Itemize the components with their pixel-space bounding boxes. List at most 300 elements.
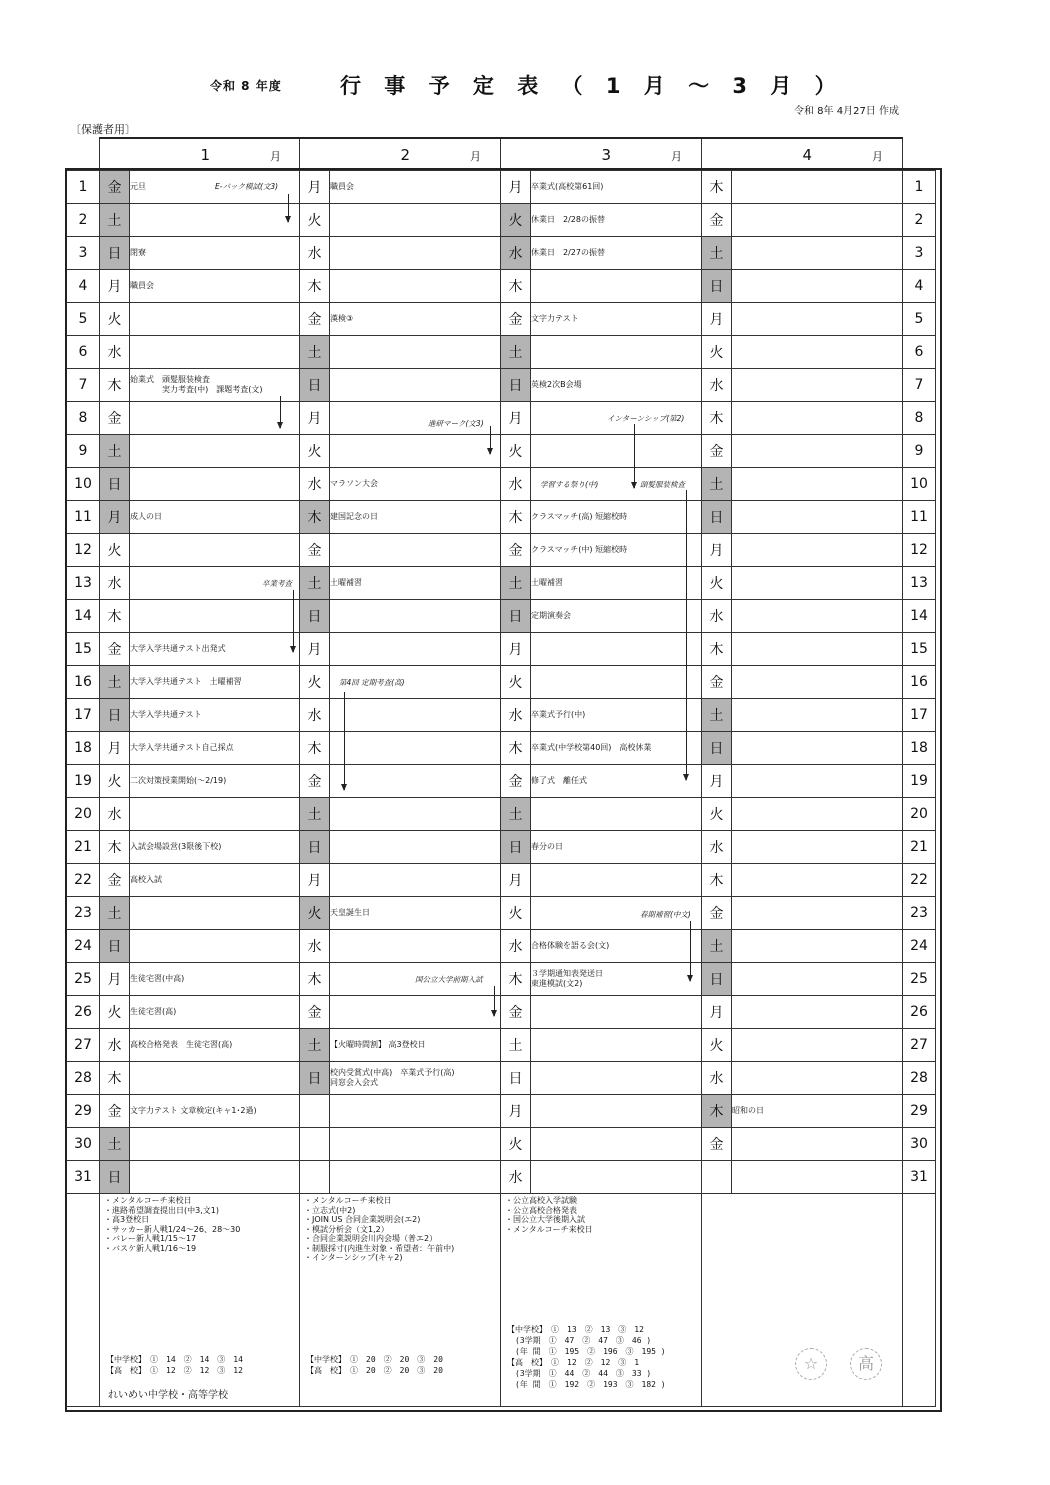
event-cell [732, 633, 903, 666]
weekday-cell: 月 [702, 534, 732, 567]
event-text: 二次対策授業開始(〜2/19) [130, 776, 227, 785]
weekday-cell: 水 [702, 1062, 732, 1095]
list-item: ・国公立大学後期入試 [505, 1215, 585, 1224]
month-unit: 月 [872, 149, 883, 163]
weekday-cell: 水 [100, 336, 130, 369]
list-item: ・サッカー新人戦1/24〜26、28〜30 [104, 1224, 241, 1234]
weekday-cell: 日 [501, 369, 531, 402]
event-cell [330, 468, 501, 501]
event-cell [531, 435, 702, 468]
event-cell [531, 1128, 702, 1161]
school-days-stats: 【中学校】 ① 13 ② 13 ③ 12 (3学期 ① 47 ② 47 ③ 46 ) (年 間 ① 195 ② 196 ③ 195 ) 【高 校】 ① 12 ② 12 ③ 1 (3学期 ① 44 ② 44 ③ 33 ) (年 間 ① 192 ② 193 ③ 182 ) [507, 1325, 666, 1389]
event-cell [330, 732, 501, 765]
school-name: れいめい中学校・高等学校 [108, 1389, 228, 1401]
month-number: 1 [200, 145, 210, 164]
event-cell [732, 567, 903, 600]
weekday-cell: 火 [300, 204, 330, 237]
weekday-cell: 木 [300, 732, 330, 765]
month-number: 3 [601, 145, 611, 164]
annotation: 頭髪服装検査 [640, 480, 685, 489]
event-text: 土曜補習 [330, 578, 362, 587]
weekday-cell: 木 [300, 963, 330, 996]
event-cell [732, 204, 903, 237]
weekday-cell: 金 [702, 897, 732, 930]
event-cell [531, 765, 702, 798]
weekday-cell: 金 [501, 996, 531, 1029]
weekday-cell: 火 [501, 1128, 531, 1161]
day-number: 6 [67, 336, 100, 369]
day-number: 22 [903, 864, 936, 897]
weekday-cell: 日 [702, 270, 732, 303]
event-text: 入試会場設営(3限後下校) [130, 842, 222, 851]
list-item: ・メンタルコーチ来校日 [104, 1196, 192, 1205]
event-text: ３学期通知表発送日 [531, 969, 603, 978]
weekday-cell: 日 [501, 1062, 531, 1095]
event-cell [130, 204, 300, 237]
fiscal-year: 令和 8 年度 [210, 79, 282, 93]
day-number: 7 [903, 369, 936, 402]
weekday-cell: 木 [300, 270, 330, 303]
header-corner [903, 138, 936, 171]
notes-spacer [903, 1194, 936, 1407]
annotation: 春期補習(中文) [640, 910, 691, 919]
weekday-cell: 月 [501, 1095, 531, 1128]
day-number: 8 [903, 402, 936, 435]
month-header [702, 138, 903, 171]
day-number: 3 [903, 237, 936, 270]
day-row [67, 633, 936, 666]
month-header [501, 138, 702, 171]
day-number: 27 [67, 1029, 100, 1062]
day-number: 27 [903, 1029, 936, 1062]
weekday-cell: 金 [300, 534, 330, 567]
day-row [67, 402, 936, 435]
day-number: 17 [67, 699, 100, 732]
weekday-cell: 土 [702, 237, 732, 270]
event-cell [732, 237, 903, 270]
day-row [67, 996, 936, 1029]
event-cell [130, 963, 300, 996]
event-cell [130, 369, 300, 402]
day-number: 30 [67, 1128, 100, 1161]
created-date: 令和 8年 4月27日 作成 [794, 106, 899, 117]
weekday-cell: 日 [702, 963, 732, 996]
event-cell [531, 930, 702, 963]
event-cell [130, 666, 300, 699]
day-number: 24 [903, 930, 936, 963]
day-number: 29 [903, 1095, 936, 1128]
list-item: ・公立高校合格発表 [505, 1205, 577, 1215]
day-row [67, 600, 936, 633]
day-row [67, 699, 936, 732]
event-cell [732, 1161, 903, 1194]
weekday-cell: 月 [702, 765, 732, 798]
weekday-cell [300, 1128, 330, 1161]
weekday-cell: 月 [100, 270, 130, 303]
weekday-cell: 水 [702, 600, 732, 633]
event-cell [732, 1062, 903, 1095]
month-unit: 月 [270, 149, 281, 163]
event-text: 元旦 [130, 182, 146, 191]
arrow-icon [490, 426, 491, 454]
weekday-cell: 木 [300, 501, 330, 534]
weekday-cell: 火 [100, 303, 130, 336]
weekday-cell [300, 1161, 330, 1194]
event-cell [732, 930, 903, 963]
annotation: インターンシップ(第2) [607, 414, 685, 423]
weekday-cell: 月 [100, 963, 130, 996]
weekday-cell: 木 [501, 963, 531, 996]
notes-list [505, 1196, 701, 1234]
weekday-cell: 土 [100, 1128, 130, 1161]
day-row [67, 303, 936, 336]
annotation: E-パック模試(文3) [215, 182, 279, 191]
weekday-cell: 木 [501, 270, 531, 303]
event-cell [531, 1095, 702, 1128]
day-row [67, 1095, 936, 1128]
event-cell [531, 963, 702, 996]
day-row [67, 930, 936, 963]
list-item: ・メンタルコーチ来校日 [505, 1224, 593, 1234]
weekday-cell: 水 [100, 798, 130, 831]
month-unit: 月 [470, 149, 481, 163]
weekday-cell: 金 [501, 303, 531, 336]
event-cell [531, 303, 702, 336]
annotation: 学習する祭り(中) [540, 480, 599, 489]
event-cell [330, 567, 501, 600]
event-text: 土曜補習 [531, 578, 563, 587]
event-cell [732, 765, 903, 798]
day-row [67, 1029, 936, 1062]
event-cell [130, 600, 300, 633]
notes-spacer [67, 1194, 100, 1407]
page-title: 行 事 予 定 表 （ 1 月 〜 3 月 ） [340, 74, 844, 98]
annotation: 卒業考査 [262, 579, 292, 588]
event-cell [732, 699, 903, 732]
weekday-cell: 月 [300, 171, 330, 204]
event-text: 文字力テスト 文章検定(キャ1･2過) [130, 1106, 257, 1115]
day-row [67, 765, 936, 798]
day-row [67, 666, 936, 699]
event-cell [330, 1062, 501, 1095]
event-cell [531, 270, 702, 303]
list-item: ・模試分析会（文1,2） [304, 1224, 389, 1234]
school-days-stats: 【中学校】 ① 20 ② 20 ③ 20 【高 校】 ① 20 ② 20 ③ 20 [306, 1355, 443, 1375]
day-number: 12 [903, 534, 936, 567]
list-item: ・バスケ新人戦1/16〜19 [104, 1243, 197, 1253]
month-notes [300, 1194, 501, 1407]
weekday-cell: 日 [100, 699, 130, 732]
arrow-icon [686, 490, 687, 780]
month-header [100, 138, 300, 171]
day-row [67, 1062, 936, 1095]
weekday-cell: 月 [501, 171, 531, 204]
event-cell [330, 1095, 501, 1128]
weekday-cell: 日 [300, 600, 330, 633]
weekday-cell: 金 [100, 402, 130, 435]
day-number: 14 [67, 600, 100, 633]
event-cell [732, 435, 903, 468]
day-number: 31 [67, 1161, 100, 1194]
weekday-cell [702, 1161, 732, 1194]
weekday-cell: 金 [702, 435, 732, 468]
event-text: 高校入試 [130, 875, 162, 884]
weekday-cell: 金 [702, 1128, 732, 1161]
schedule-table [66, 137, 936, 1407]
event-text: 定期演奏会 [531, 611, 571, 620]
day-number: 2 [67, 204, 100, 237]
event-text: 大学入学共通テスト出発式 [130, 644, 226, 653]
weekday-cell: 木 [702, 171, 732, 204]
day-number: 11 [903, 501, 936, 534]
event-text: クラスマッチ(高) 短縮校時 [531, 512, 628, 521]
day-row [67, 204, 936, 237]
weekday-cell: 日 [300, 1062, 330, 1095]
list-item: ・高3登校日 [104, 1215, 150, 1224]
weekday-cell: 水 [300, 468, 330, 501]
event-cell [130, 501, 300, 534]
weekday-cell: 火 [702, 567, 732, 600]
day-number: 7 [67, 369, 100, 402]
event-cell [531, 864, 702, 897]
day-row [67, 336, 936, 369]
event-text: 漢検③ [330, 314, 354, 323]
weekday-cell: 金 [300, 765, 330, 798]
day-number: 20 [67, 798, 100, 831]
weekday-cell: 水 [300, 699, 330, 732]
weekday-cell: 月 [501, 633, 531, 666]
weekday-cell: 土 [100, 204, 130, 237]
event-cell [531, 732, 702, 765]
arrow-icon [494, 986, 495, 1016]
school-emblem-icon: ☆ [795, 1348, 827, 1380]
weekday-cell: 木 [501, 501, 531, 534]
event-text: 合格体験を語る会(文) [531, 941, 610, 950]
event-cell [732, 864, 903, 897]
weekday-cell: 木 [100, 831, 130, 864]
weekday-cell: 水 [100, 567, 130, 600]
event-text: 休業日 2/28の振替 [531, 215, 605, 224]
weekday-cell: 水 [501, 237, 531, 270]
event-cell [130, 1062, 300, 1095]
day-number: 13 [903, 567, 936, 600]
event-cell [732, 303, 903, 336]
day-number: 9 [903, 435, 936, 468]
event-cell [531, 666, 702, 699]
day-row [67, 963, 936, 996]
event-cell [732, 831, 903, 864]
weekday-cell: 火 [702, 1029, 732, 1062]
event-text: 英検2次B会場 [531, 380, 582, 389]
event-cell [130, 303, 300, 336]
event-cell [330, 534, 501, 567]
day-row [67, 435, 936, 468]
event-cell [330, 435, 501, 468]
day-row [67, 468, 936, 501]
day-row [67, 831, 936, 864]
weekday-cell: 日 [702, 501, 732, 534]
event-text: 修了式 離任式 [531, 776, 587, 785]
event-cell [732, 996, 903, 1029]
weekday-cell: 日 [501, 831, 531, 864]
day-number: 5 [903, 303, 936, 336]
weekday-cell [300, 1095, 330, 1128]
event-cell [531, 1161, 702, 1194]
event-text: 校内受賞式(中高) 卒業式予行(高) [330, 1068, 455, 1077]
event-cell [330, 369, 501, 402]
event-cell [732, 1029, 903, 1062]
weekday-cell: 土 [100, 897, 130, 930]
event-cell [732, 369, 903, 402]
day-number: 22 [67, 864, 100, 897]
event-cell [330, 501, 501, 534]
weekday-cell: 水 [501, 1161, 531, 1194]
event-text: 高校合格発表 生徒宅習(高) [130, 1040, 233, 1049]
event-cell [130, 864, 300, 897]
weekday-cell: 月 [501, 402, 531, 435]
event-cell [531, 567, 702, 600]
weekday-cell: 金 [300, 996, 330, 1029]
weekday-cell: 水 [300, 930, 330, 963]
event-text: 成人の日 [130, 512, 162, 521]
school-days-stats: 【中学校】 ① 14 ② 14 ③ 14 【高 校】 ① 12 ② 12 ③ 12 [106, 1355, 243, 1375]
event-cell [130, 237, 300, 270]
event-cell [330, 336, 501, 369]
day-row [67, 237, 936, 270]
weekday-cell: 火 [300, 897, 330, 930]
list-item: ・合同企業説明会川内会場（普エ2） [304, 1234, 438, 1243]
day-number: 15 [67, 633, 100, 666]
event-text: 休業日 2/27の振替 [531, 248, 605, 257]
event-cell [732, 600, 903, 633]
arrow-icon [690, 921, 691, 981]
event-cell [130, 930, 300, 963]
weekday-cell: 月 [100, 501, 130, 534]
day-number: 9 [67, 435, 100, 468]
weekday-cell: 火 [501, 897, 531, 930]
weekday-cell: 土 [300, 336, 330, 369]
weekday-cell: 月 [300, 633, 330, 666]
day-number: 11 [67, 501, 100, 534]
event-cell [330, 204, 501, 237]
list-item: ・バレー新人戦1/15〜17 [104, 1234, 197, 1243]
month-header-row [67, 138, 936, 171]
weekday-cell: 日 [100, 930, 130, 963]
day-number: 29 [67, 1095, 100, 1128]
arrow-icon [280, 396, 281, 428]
weekday-cell: 日 [300, 831, 330, 864]
day-number: 25 [67, 963, 100, 996]
weekday-cell: 日 [100, 468, 130, 501]
weekday-cell: 火 [702, 336, 732, 369]
weekday-cell: 土 [100, 435, 130, 468]
day-number: 24 [67, 930, 100, 963]
month-number: 4 [802, 145, 812, 164]
month-notes [501, 1194, 702, 1407]
event-cell [531, 699, 702, 732]
day-number: 18 [67, 732, 100, 765]
event-cell [531, 237, 702, 270]
month-header [300, 138, 501, 171]
weekday-cell: 水 [501, 699, 531, 732]
weekday-cell: 金 [100, 1095, 130, 1128]
event-cell [130, 765, 300, 798]
list-item: ・進路希望調査提出日(中3,文1) [104, 1205, 219, 1215]
event-cell [531, 171, 702, 204]
day-number: 28 [903, 1062, 936, 1095]
event-cell [531, 831, 702, 864]
day-number: 16 [903, 666, 936, 699]
day-row [67, 897, 936, 930]
event-text: 建国記念の日 [330, 512, 378, 521]
event-text: 職員会 [330, 182, 354, 191]
weekday-cell: 月 [100, 732, 130, 765]
event-cell [330, 171, 501, 204]
day-number: 8 [67, 402, 100, 435]
weekday-cell: 水 [300, 237, 330, 270]
weekday-cell: 土 [300, 1029, 330, 1062]
event-cell [130, 1128, 300, 1161]
weekday-cell: 木 [100, 369, 130, 402]
event-cell [531, 336, 702, 369]
event-cell [130, 402, 300, 435]
weekday-cell: 金 [100, 864, 130, 897]
event-text: 同窓会入会式 [330, 1078, 378, 1087]
event-text: 始業式 頭髪服装検査 [130, 375, 210, 384]
day-number: 26 [67, 996, 100, 1029]
weekday-cell: 金 [100, 171, 130, 204]
weekday-cell: 日 [702, 732, 732, 765]
day-row [67, 864, 936, 897]
event-cell [130, 468, 300, 501]
weekday-cell: 金 [702, 666, 732, 699]
weekday-cell: 火 [702, 798, 732, 831]
day-row [67, 171, 936, 204]
day-number: 4 [67, 270, 100, 303]
day-number: 28 [67, 1062, 100, 1095]
day-number: 19 [67, 765, 100, 798]
weekday-cell: 日 [300, 369, 330, 402]
day-number: 10 [903, 468, 936, 501]
event-text: クラスマッチ(中) 短縮校時 [531, 545, 628, 554]
weekday-cell: 土 [702, 468, 732, 501]
event-cell [531, 1062, 702, 1095]
event-cell [330, 633, 501, 666]
event-cell [330, 930, 501, 963]
event-cell [330, 270, 501, 303]
event-cell [531, 996, 702, 1029]
day-number: 19 [903, 765, 936, 798]
event-cell [732, 336, 903, 369]
day-number: 10 [67, 468, 100, 501]
event-text: 卒業式(中学校第40回) 高校休業 [531, 743, 652, 752]
weekday-cell: 月 [300, 402, 330, 435]
weekday-cell: 木 [702, 633, 732, 666]
event-cell [732, 963, 903, 996]
event-cell [330, 1161, 501, 1194]
list-item: ・立志式(中2) [304, 1205, 356, 1215]
weekday-cell: 土 [702, 930, 732, 963]
weekday-cell: 水 [702, 369, 732, 402]
annotation: 進研マーク(文3) [428, 419, 484, 428]
weekday-cell: 木 [702, 402, 732, 435]
event-cell [330, 237, 501, 270]
event-cell [531, 204, 702, 237]
weekday-cell: 木 [702, 1095, 732, 1128]
day-number: 13 [67, 567, 100, 600]
event-cell [732, 897, 903, 930]
event-cell [130, 336, 300, 369]
